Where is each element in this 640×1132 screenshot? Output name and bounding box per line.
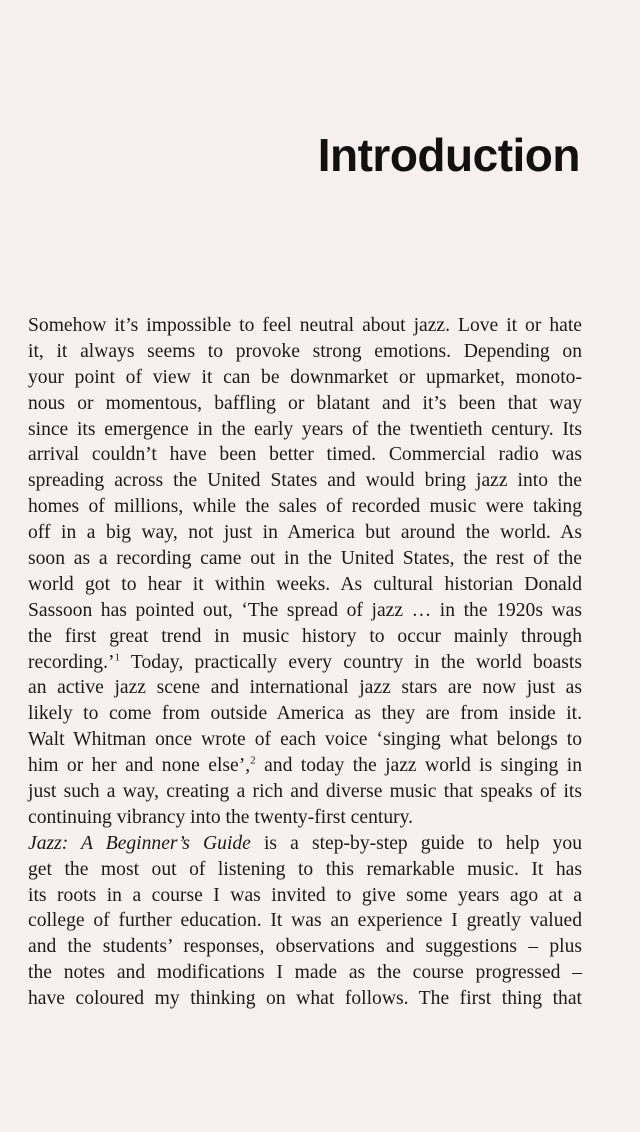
text-line: since its emergence in the early years of the twentieth century. Its [28, 418, 582, 440]
text-line: likely to come from outside America as they are from inside it. [28, 703, 582, 725]
text-line: homes of millions, while the sales of recorded music were taking [28, 496, 582, 518]
text-line: off in a big way, not just in America but around the world. As [28, 522, 582, 544]
text: is a step-by-step guide to help you [250, 832, 582, 854]
text-line: have coloured my thinking on what follows. The first thing that [28, 988, 582, 1010]
text-line: the first great trend in music history to occur mainly through [28, 625, 582, 647]
text-line: arrival couldn’t have been better timed. Commercial radio was [28, 444, 582, 466]
text-line: your point of view it can be downmarket or upmarket, monoto- [28, 366, 582, 388]
text: and today the jazz world is singing in [255, 755, 583, 777]
footnote-ref: 1 [114, 651, 120, 664]
text-line: world got to hear it within weeks. As cultural historian Donald [28, 573, 582, 595]
text-line: college of further education. It was an experience I greatly valued [28, 910, 582, 932]
text-line: soon as a recording came out in the United States, the rest of the [28, 548, 582, 570]
text: him or her and none else’, [28, 755, 251, 777]
text: Today, practically every country in the world boasts [120, 651, 582, 673]
text-line: continuing vibrancy into the twenty-first century. [28, 806, 414, 828]
text-line [28, 753, 582, 779]
text-line: get the most out of listening to this remarkable music. It has [28, 858, 582, 880]
text-line [28, 831, 582, 857]
text-line: its roots in a course I was invited to give some years ago at a [28, 884, 582, 906]
text-line: it, it always seems to provoke strong emotions. Depending on [28, 340, 582, 362]
text-line: the notes and modifications I made as the course progressed – [28, 962, 582, 984]
text-line: an active jazz scene and international jazz stars are now just as [28, 677, 582, 699]
book-title: Jazz: A Beginner’s Guide [28, 832, 251, 854]
text-line [28, 650, 582, 676]
text-line: just such a way, creating a rich and diverse music that speaks of its [28, 781, 582, 803]
text-line: Sassoon has pointed out, ‘The spread of jazz … in the 1920s was [28, 599, 582, 621]
text-line: and the students’ responses, observations and suggestions – plus [28, 936, 582, 958]
text-line: Somehow it’s impossible to feel neutral about jazz. Love it or hate [28, 315, 582, 336]
text: recording.’ [28, 651, 115, 673]
text-line: nous or momentous, baffling or blatant and it’s been that way [28, 392, 582, 414]
body-text [28, 313, 582, 1012]
text-line: spreading across the United States and would bring jazz into the [28, 470, 582, 492]
chapter-title: Introduction [317, 129, 580, 181]
text-line: Walt Whitman once wrote of each voice ‘singing what belongs to [28, 729, 582, 751]
footnote-ref: 2 [250, 754, 256, 767]
